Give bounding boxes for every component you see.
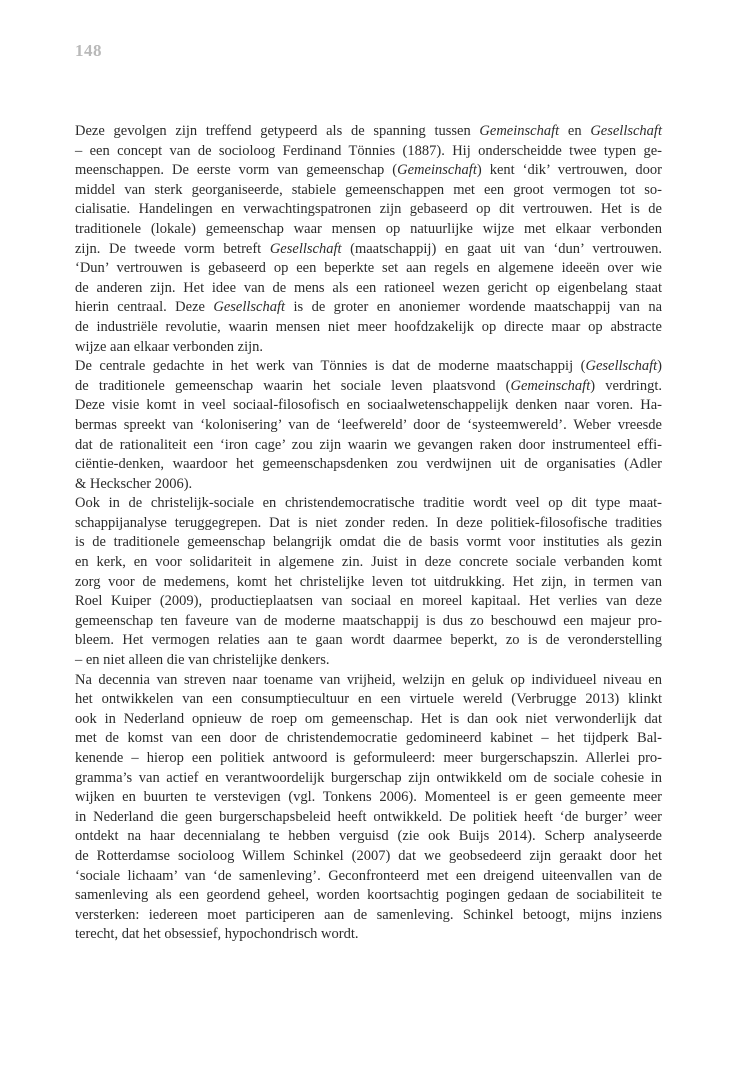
- paragraph: [75, 122, 662, 357]
- text-segment: versterken: iedereen moet participeren aan de samenleving. Schinkel betoogt, mijns inziens: [75, 906, 662, 923]
- text-line: [75, 142, 662, 162]
- text-segment: en: [559, 123, 591, 139]
- text-segment: ) kent ‘dik’ vertrouwen, door: [476, 162, 662, 179]
- text-line: [75, 847, 662, 867]
- text-line: [75, 436, 662, 456]
- text-line: [75, 220, 662, 240]
- paragraph: [75, 671, 662, 945]
- text-line: [75, 298, 662, 318]
- text-line: [75, 827, 662, 847]
- text-line: [75, 533, 662, 553]
- text-segment: wijze aan elkaar verbonden zijn.: [75, 338, 264, 355]
- text-segment: ) verdringt.: [590, 377, 662, 394]
- text-line: [75, 808, 662, 828]
- italic-term: Gesellschaft: [213, 299, 286, 316]
- text-line: [75, 318, 662, 338]
- text-line: [75, 200, 662, 220]
- text-line: [75, 279, 662, 299]
- text-segment: gemeenschap ten faveure van de moderne maatschappij is dus zo beschouwd een majeur pro-: [75, 612, 662, 629]
- text-line: [75, 122, 662, 142]
- text-line: [75, 710, 662, 730]
- text-line: [75, 161, 662, 181]
- text-segment: de anderen zijn. Het idee van de mens als een rationeel wezen gericht op eigenbelang staat: [75, 279, 662, 296]
- text-segment: is de groter en anoniemer wordende maatschappij van na: [285, 299, 662, 316]
- text-line: [75, 788, 662, 808]
- italic-term: Gemeinschaft: [510, 377, 591, 394]
- text-line: [75, 573, 662, 593]
- text-line: [75, 867, 662, 887]
- italic-term: Gemeinschaft: [479, 123, 560, 139]
- text-segment: is de traditionele gemeenschap belangrijk omdat die de basis vormt voor instituties als gezin: [75, 534, 662, 551]
- text-segment: zijn. De tweede vorm betreft: [75, 240, 270, 257]
- text-line: [75, 690, 662, 710]
- text-line: [75, 259, 662, 279]
- text-segment: – een concept van de socioloog Ferdinand Tönnies (1887). Hij onderscheidde twee typen ge-: [75, 142, 662, 159]
- text-segment: Na decennia van streven naar toename van vrijheid, welzijn en geluk op individueel niveau en: [75, 671, 662, 688]
- text-line: [75, 396, 662, 416]
- text-segment: samenleving als een geordend geheel, worden koortsachtig pogingen gedaan de sociabiliteit te: [75, 887, 662, 904]
- text-line: [75, 514, 662, 534]
- text-segment: ): [657, 358, 662, 375]
- paragraph: [75, 357, 662, 494]
- text-line: [75, 925, 662, 945]
- text-segment: De centrale gedachte in het werk van Tönnies is dat de moderne maatschappij (: [75, 358, 586, 375]
- text-segment: Deze visie komt in veel sociaal-filosofisch en sociaalwetenschappelijk denken naar voren. Ha-: [75, 397, 662, 414]
- text-line: [75, 181, 662, 201]
- text-segment: bermas spreekt van ‘kolonisering’ van de ‘leefwereld’ door de ‘systeemwereld’. Weber vreesde: [75, 416, 662, 433]
- italic-term: Gesellschaft: [585, 358, 658, 375]
- text-line: [75, 475, 662, 495]
- text-segment: ‘sociale lichaam’ van ‘de samenleving’. Geconfronteerd met een dreigend uiteenvallen van de: [75, 867, 662, 884]
- text-segment: middel van sterk georganiseerde, stabiele gemeenschappen met een groot vermogen tot so-: [75, 181, 662, 198]
- text-segment: in Nederland die geen burgerschapsbeleid heeft ontwikkeld. De politiek heeft ‘de burger’ weer: [75, 808, 662, 825]
- text-segment: ciëntie-denken, waardoor het gemeenschapsdenken zou verdwijnen uit de organisaties (Adler: [75, 456, 662, 473]
- text-segment: terecht, dat het obsessief, hypochondrisch wordt.: [75, 926, 359, 943]
- text-segment: het ontwikkelen van een consumptiecultuur en een virtuele wereld (Verbrugge 2013) klinkt: [75, 691, 662, 708]
- text-segment: hierin centraal. Deze: [75, 299, 214, 316]
- text-segment: – en niet alleen die van christelijke denkers.: [75, 652, 330, 669]
- italic-term: Gesellschaft: [590, 123, 662, 139]
- text-segment: traditionele (lokale) gemeenschap waar mensen op natuurlijke wijze met elkaar verbonden: [75, 220, 662, 237]
- text-segment: met de komst van een door de christendemocratie gedomineerd kabinet – het tijdperk Bal-: [75, 730, 662, 747]
- text-segment: ontdekt na haar decennialang te hebben verguisd (zie ook Buijs 2014). Scherp analyseerde: [75, 828, 662, 845]
- page-number: 148: [75, 41, 102, 60]
- text-line: [75, 494, 662, 514]
- text-line: [75, 631, 662, 651]
- text-segment: meenschappen. De eerste vorm van gemeenschap (: [75, 162, 398, 179]
- text-line: [75, 671, 662, 691]
- body-text: [75, 122, 662, 945]
- text-segment: schappijanalyse teruggegrepen. Dat is niet zonder reden. In deze politiek-filosofische tradities: [75, 514, 662, 531]
- text-segment: en kerk, en voor solidariteit in algemene zin. Juist in deze concrete sociale verbanden komt: [75, 554, 662, 571]
- text-line: [75, 357, 662, 377]
- text-line: [75, 651, 662, 671]
- text-segment: Ook in de christelijk-sociale en christendemocratische traditie wordt veel op dit type maat-: [75, 495, 662, 512]
- text-segment: Roel Kuiper (2009), productieplaatsen van sociaal en moreel kapitaal. Het verlies van deze: [75, 593, 662, 610]
- text-segment: wijken en buurten te verstevigen (vgl. Tonkens 2006). Momenteel is er geen gemeente meer: [75, 789, 662, 806]
- text-segment: zorg voor de medemens, komt het christelijke leven tot uitdrukking. Het zijn, in termen van: [75, 573, 662, 590]
- text-segment: dat de rationaliteit een ‘iron cage’ zou zijn waarin we gevangen raken door instrumenteel effi-: [75, 436, 662, 453]
- text-line: [75, 240, 662, 260]
- text-line: [75, 338, 662, 358]
- text-segment: Deze gevolgen zijn treffend getypeerd als de spanning tussen: [75, 123, 480, 139]
- text-line: [75, 592, 662, 612]
- text-segment: ook in Nederland opnieuw de roep om gemeenschap. Het is dan ook niet verwonderlijk dat: [75, 710, 662, 727]
- text-line: [75, 612, 662, 632]
- text-segment: ‘Dun’ vertrouwen is gebaseerd op een beperkte set aan regels en algemene ideeën over wie: [75, 260, 662, 277]
- text-segment: bleem. Het vermogen relaties aan te gaan wordt daarmee beperkt, zo is de veronderstelling: [75, 632, 662, 649]
- text-line: [75, 455, 662, 475]
- text-segment: (maatschappij) en gaat uit van ‘dun’ vertrouwen.: [341, 240, 662, 257]
- text-segment: gramma’s van actief en verantwoordelijk burgerschap zijn ontwikkeld om de sociale cohesie in: [75, 769, 662, 786]
- text-line: [75, 749, 662, 769]
- text-line: [75, 886, 662, 906]
- text-segment: kenende – hierop een politiek antwoord is geformuleerd: meer burgerschapszin. Allerlei pro-: [75, 750, 662, 766]
- text-line: [75, 729, 662, 749]
- text-line: [75, 906, 662, 926]
- text-line: [75, 416, 662, 436]
- text-line: [75, 377, 662, 397]
- paragraph: [75, 494, 662, 670]
- text-segment: cialisatie. Handelingen en verwachtingspatronen zijn gebaseerd op dit vertrouwen. Het is de: [75, 201, 662, 218]
- text-line: [75, 553, 662, 573]
- text-segment: de industriële revolutie, waarin mensen niet meer hoofdzakelijk op directe maar op abstracte: [75, 318, 662, 335]
- text-segment: de traditionele gemeenschap waarin het sociale leven plaatsvond (: [75, 377, 511, 394]
- text-line: [75, 769, 662, 789]
- text-segment: & Heckscher 2006).: [75, 475, 193, 492]
- italic-term: Gemeinschaft: [397, 162, 477, 179]
- text-segment: de Rotterdamse socioloog Willem Schinkel (2007) dat we geobsedeerd zijn geraakt door het: [75, 847, 662, 864]
- italic-term: Gesellschaft: [269, 240, 342, 257]
